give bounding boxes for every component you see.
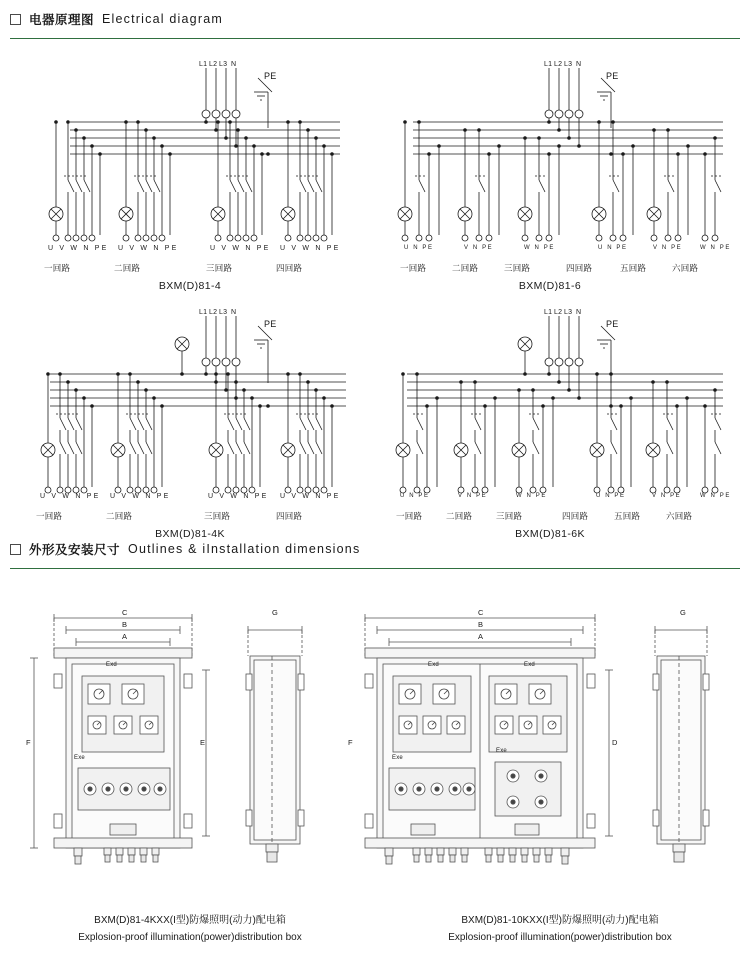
circuit-label-1: 一回路: [400, 263, 427, 273]
schematic-area: [0, 40, 750, 540]
dim-label-B: B: [478, 620, 484, 629]
schematic-caption-3: BXM(D)81-4K: [155, 528, 225, 540]
bus-label-L1: L1: [199, 309, 208, 316]
chamber-label-exd: Exd: [106, 662, 117, 668]
terminal-group-2: U V W N PE: [118, 245, 179, 252]
section-title-cn: 外形及安装尺寸: [29, 543, 121, 557]
terminal-group-6: W N PE: [700, 493, 731, 499]
section-divider: [10, 568, 740, 569]
caption-cn: BXM(D)81-10KXX(I型)防爆照明(动力)配电箱: [461, 915, 659, 926]
dim-label-G: G: [272, 608, 279, 617]
circuit-label-3: 三回路: [496, 511, 523, 521]
circuit-label-2: 二回路: [446, 511, 473, 521]
circuit-label-2: 二回路: [114, 263, 141, 273]
circuit-label-4: 四回路: [276, 263, 303, 273]
terminal-group-1: U N PE: [404, 245, 434, 251]
terminal-group-4: U V W N PE: [280, 493, 341, 500]
dim-label-B: B: [122, 620, 128, 629]
bus-label-N: N: [576, 309, 582, 316]
bullet-square-icon: [10, 14, 21, 25]
schematic-bxmd81-4k: [10, 288, 370, 518]
circuit-label-4: 四回路: [566, 263, 593, 273]
terminal-group-4: U N PE: [598, 245, 628, 251]
dim-label-F: F: [348, 738, 353, 747]
pe-label: PE: [264, 319, 277, 329]
bus-label-L2: L2: [209, 61, 218, 68]
terminal-group-5: V N PE: [652, 493, 682, 499]
circuit-label-3: 三回路: [504, 263, 531, 273]
schematic-bxmd81-6: [383, 40, 743, 270]
circuit-label-4: 四回路: [562, 511, 589, 521]
outline-drawings-area: [0, 590, 750, 950]
section-outlines-dimensions: [0, 536, 750, 569]
dim-label-C: C: [478, 608, 484, 617]
pe-label: PE: [606, 319, 619, 329]
schematic-caption-4: BXM(D)81-6K: [515, 528, 585, 540]
bus-label-L2: L2: [554, 309, 563, 316]
terminal-group-2: V N PE: [464, 245, 494, 251]
section-title-cn: 电器原理图: [29, 13, 95, 27]
section-electrical-diagram: [0, 6, 750, 39]
terminal-group-1: U N PE: [400, 493, 430, 499]
pe-label: PE: [264, 71, 277, 81]
bus-label-N: N: [576, 61, 582, 68]
circuit-label-3: 三回路: [204, 511, 231, 521]
bus-label-N: N: [231, 61, 237, 68]
terminal-group-5: V N PE: [653, 245, 683, 251]
terminal-group-2: V N PE: [458, 493, 488, 499]
chamber-label-exe-left: Exe: [392, 755, 403, 761]
circuit-label-2: 二回路: [452, 263, 479, 273]
caption-cn: BXM(D)81-4KXX(I型)防爆照明(动力)配电箱: [94, 915, 286, 926]
terminal-group-2: U V W N PE: [110, 493, 171, 500]
bus-label-N: N: [231, 309, 237, 316]
bus-label-L3: L3: [219, 309, 228, 316]
schematic-caption-2: BXM(D)81-6: [518, 280, 582, 292]
terminal-group-3: U V W N PE: [208, 493, 269, 500]
circuit-label-1: 一回路: [44, 263, 71, 273]
dim-label-D: D: [612, 738, 618, 747]
terminal-group-3: W N PE: [524, 245, 555, 251]
outline-caption-right: [385, 912, 735, 946]
terminal-group-6: W N PE: [700, 245, 731, 251]
chamber-label-exe-right: Exe: [496, 748, 507, 754]
schematic-bxmd81-4: [10, 40, 370, 270]
section-divider: [10, 38, 740, 39]
circuit-label-6: 六回路: [672, 263, 699, 273]
dim-label-A: A: [478, 632, 484, 641]
terminal-group-4: U N PE: [596, 493, 626, 499]
dim-label-E: E: [200, 738, 206, 747]
circuit-label-5: 五回路: [620, 263, 647, 273]
section-title-en: Outlines & iInstallation dimensions: [128, 542, 361, 556]
bus-label-L1: L1: [544, 309, 553, 316]
chamber-label-exe: Exe: [74, 755, 85, 761]
dim-label-G: G: [680, 608, 687, 617]
outline-bxmd81-4kxx: [10, 600, 360, 900]
circuit-label-5: 五回路: [614, 511, 641, 521]
bus-label-L1: L1: [199, 61, 208, 68]
terminal-group-1: U V W N PE: [48, 245, 109, 252]
section-title-en: Electrical diagram: [102, 12, 223, 26]
pe-label: PE: [606, 71, 619, 81]
caption-en: Explosion-proof illumination(power)distribution box: [448, 932, 672, 943]
circuit-label-4: 四回路: [276, 511, 303, 521]
circuit-label-2: 二回路: [106, 511, 133, 521]
schematic-caption-1: BXM(D)81-4: [158, 280, 222, 292]
dim-label-A: A: [122, 632, 128, 641]
outline-bxmd81-10kxx: [355, 600, 735, 900]
terminal-group-3: U V W N PE: [210, 245, 271, 252]
bus-label-L3: L3: [564, 61, 573, 68]
circuit-label-3: 三回路: [206, 263, 233, 273]
chamber-label-exd-right: Exd: [524, 662, 535, 668]
chamber-label-exd-left: Exd: [428, 662, 439, 668]
circuit-label-1: 一回路: [36, 511, 63, 521]
bus-label-L1: L1: [544, 61, 553, 68]
bus-label-L2: L2: [209, 309, 218, 316]
bus-label-L3: L3: [219, 61, 228, 68]
terminal-group-1: U V W N PE: [40, 493, 101, 500]
outline-caption-left: [20, 912, 360, 946]
circuit-label-1: 一回路: [396, 511, 423, 521]
bus-label-L2: L2: [554, 61, 563, 68]
section-header: [0, 6, 750, 32]
schematic-bxmd81-6k: [383, 288, 743, 518]
section-header: [0, 536, 750, 562]
terminal-group-3: W N PE: [516, 493, 547, 499]
circuit-label-6: 六回路: [666, 511, 693, 521]
dim-label-C: C: [122, 608, 128, 617]
terminal-group-4: U V W N PE: [280, 245, 341, 252]
dim-label-F: F: [26, 738, 31, 747]
caption-en: Explosion-proof illumination(power)distribution box: [78, 932, 302, 943]
bullet-square-icon: [10, 544, 21, 555]
bus-label-L3: L3: [564, 309, 573, 316]
